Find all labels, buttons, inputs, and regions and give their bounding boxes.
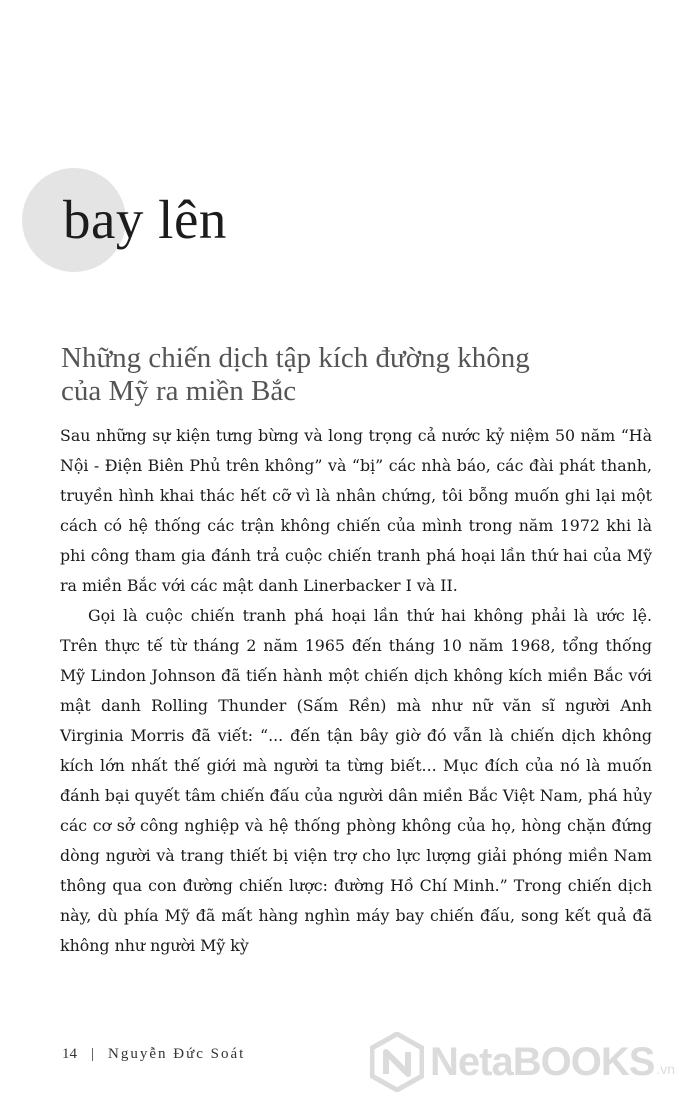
section-heading bbox=[61, 342, 651, 408]
paragraph-2: Gọi là cuộc chiến tranh phá hoại lần thứ hai không phải là ước lệ. Trên thực tế từ tháng 2 năm 1965 đến tháng 10 năm 1968, tổng thống Mỹ Lindon Johnson đã tiến hành một chiến dịch không kích miền Bắc với mật danh Rolling Thunder (Sấm Rền) mà như nữ văn sĩ người Anh Virginia Morris đã viết: “... đến tận bây giờ đó vẫn là chiến dịch không kích lớn nhất thế giới mà người ta từng biết... Mục đích của nó là muốn đánh bại quyết tâm chiến đấu của người dân miền Bắc Việt Nam, phá hủy các cơ sở công nghiệp và hệ thống phòng không của họ, hòng chặn đứng dòng người và trang thiết bị viện trợ cho lực lượng giải phóng miền Nam thông qua con đường chiến lược: đường Hồ Chí Minh.” Trong chiến dịch này, dù phía Mỹ đã mất hàng nghìn máy bay chiến đấu, song kết quả đã không như người Mỹ kỳ bbox=[60, 606, 652, 955]
paragraph-1: Sau những sự kiện tưng bừng và long trọng cả nước kỷ niệm 50 năm “Hà Nội - Điện Biên Phủ trên không” và “bị” các nhà báo, các đài phát thanh, truyền hình khai thác hết cỡ vì là nhân chứng, tôi bỗng muốn ghi lại một cách có hệ thống các trận không chiến của mình trong năm 1972 khi là phi công tham gia đánh trả cuộc chiến tranh phá hoại lần thứ hai của Mỹ ra miền Bắc với các mật danh Linerbacker I và II. bbox=[60, 426, 652, 595]
page-number: 14 bbox=[62, 1046, 77, 1062]
footer-author: Nguyễn Đức Soát bbox=[108, 1046, 246, 1062]
watermark-suffix: .vn bbox=[656, 1061, 676, 1077]
footer-separator: | bbox=[91, 1046, 95, 1062]
netabooks-logo-icon bbox=[370, 1032, 424, 1092]
body-text bbox=[60, 421, 652, 961]
section-heading-line-1: Những chiến dịch tập kích đường không bbox=[61, 342, 530, 374]
watermark bbox=[370, 1022, 690, 1102]
watermark-text: NetaBOOKS bbox=[430, 1039, 655, 1084]
section-heading-line-2: của Mỹ ra miền Bắc bbox=[61, 375, 297, 407]
page-footer bbox=[62, 1046, 245, 1063]
chapter-title: bay lên bbox=[63, 189, 227, 250]
